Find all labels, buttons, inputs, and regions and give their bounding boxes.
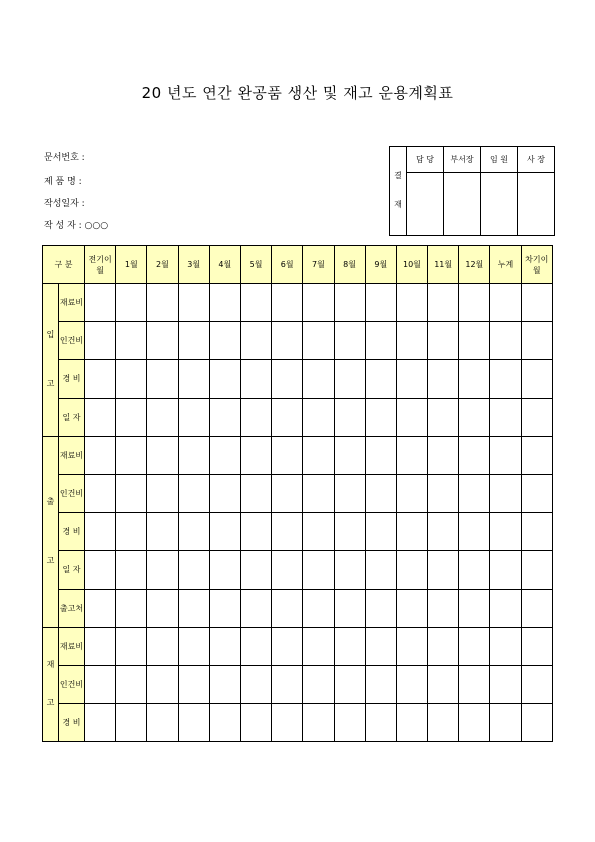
- data-cell[interactable]: [490, 474, 521, 512]
- row-label: 출고처: [59, 589, 85, 627]
- data-cell[interactable]: [209, 436, 240, 474]
- product-name-label: 제 품 명 :: [44, 177, 82, 187]
- data-cell[interactable]: [85, 589, 116, 627]
- row-label: 인건비: [59, 665, 85, 703]
- header-category: 구 분: [43, 246, 85, 284]
- data-cell[interactable]: [240, 627, 271, 665]
- data-cell[interactable]: [116, 398, 147, 436]
- data-cell[interactable]: [147, 665, 178, 703]
- data-cell[interactable]: [334, 627, 365, 665]
- data-cell[interactable]: [178, 322, 209, 360]
- data-cell[interactable]: [209, 360, 240, 398]
- approval-role: 부서장: [444, 147, 481, 173]
- data-cell[interactable]: [303, 589, 334, 627]
- data-cell[interactable]: [85, 704, 116, 742]
- data-cell[interactable]: [147, 627, 178, 665]
- approval-side-bottom: 재: [394, 200, 402, 209]
- data-cell[interactable]: [147, 284, 178, 322]
- data-cell[interactable]: [334, 284, 365, 322]
- data-cell[interactable]: [116, 551, 147, 589]
- table-row: [43, 284, 553, 322]
- data-cell[interactable]: [490, 398, 521, 436]
- data-cell[interactable]: [178, 398, 209, 436]
- header-cell: 3월: [178, 246, 209, 284]
- table-row: [43, 704, 553, 742]
- data-cell[interactable]: [209, 627, 240, 665]
- data-cell[interactable]: [365, 665, 396, 703]
- data-cell[interactable]: [272, 436, 303, 474]
- data-cell[interactable]: [365, 704, 396, 742]
- group-label: [43, 627, 59, 742]
- data-cell[interactable]: [365, 627, 396, 665]
- data-cell[interactable]: [85, 513, 116, 551]
- table-row: [43, 398, 553, 436]
- group-label: [43, 284, 59, 437]
- row-label: 경 비: [59, 704, 85, 742]
- data-cell[interactable]: [365, 284, 396, 322]
- data-cell[interactable]: [209, 704, 240, 742]
- data-cell[interactable]: [240, 589, 271, 627]
- table-row: [43, 436, 553, 474]
- header-cell: 7월: [303, 246, 334, 284]
- data-cell[interactable]: [85, 436, 116, 474]
- data-cell[interactable]: [459, 284, 490, 322]
- data-cell[interactable]: [428, 665, 459, 703]
- data-cell[interactable]: [272, 589, 303, 627]
- data-cell[interactable]: [490, 589, 521, 627]
- data-cell[interactable]: [209, 322, 240, 360]
- data-cell[interactable]: [334, 551, 365, 589]
- data-cell[interactable]: [272, 665, 303, 703]
- data-cell[interactable]: [490, 284, 521, 322]
- data-cell[interactable]: [147, 551, 178, 589]
- data-cell[interactable]: [178, 513, 209, 551]
- header-row: [43, 246, 553, 284]
- table-row: [43, 665, 553, 703]
- data-cell[interactable]: [490, 322, 521, 360]
- data-cell[interactable]: [428, 474, 459, 512]
- approval-side-top: 결: [394, 171, 402, 181]
- data-cell[interactable]: [459, 627, 490, 665]
- data-cell[interactable]: [272, 284, 303, 322]
- data-cell[interactable]: [147, 322, 178, 360]
- data-cell[interactable]: [147, 360, 178, 398]
- data-cell[interactable]: [240, 436, 271, 474]
- data-cell[interactable]: [396, 474, 427, 512]
- data-cell[interactable]: [490, 513, 521, 551]
- data-cell[interactable]: [116, 627, 147, 665]
- table-row: [43, 322, 553, 360]
- header-cell: 4월: [209, 246, 240, 284]
- header-cell: 누계: [490, 246, 521, 284]
- data-cell[interactable]: [459, 589, 490, 627]
- header-cell: 6월: [272, 246, 303, 284]
- data-cell[interactable]: [147, 398, 178, 436]
- data-cell[interactable]: [459, 551, 490, 589]
- table-row: [43, 589, 553, 627]
- data-cell[interactable]: [178, 551, 209, 589]
- data-cell[interactable]: [209, 665, 240, 703]
- group-label-top: 출: [46, 496, 55, 506]
- group-label-top: 입: [46, 330, 55, 340]
- data-cell[interactable]: [521, 474, 552, 512]
- data-cell[interactable]: [459, 436, 490, 474]
- data-cell[interactable]: [365, 551, 396, 589]
- data-cell[interactable]: [521, 513, 552, 551]
- header-cell: 1월: [116, 246, 147, 284]
- data-cell[interactable]: [334, 436, 365, 474]
- data-cell[interactable]: [303, 474, 334, 512]
- data-cell[interactable]: [396, 513, 427, 551]
- data-cell[interactable]: [459, 322, 490, 360]
- data-cell[interactable]: [365, 513, 396, 551]
- row-label: 경 비: [59, 513, 85, 551]
- data-cell[interactable]: [116, 360, 147, 398]
- data-cell[interactable]: [334, 360, 365, 398]
- approval-box: [389, 146, 555, 236]
- data-cell[interactable]: [428, 551, 459, 589]
- data-cell[interactable]: [178, 360, 209, 398]
- data-cell[interactable]: [521, 284, 552, 322]
- data-cell[interactable]: [521, 589, 552, 627]
- data-cell[interactable]: [428, 284, 459, 322]
- data-cell[interactable]: [147, 513, 178, 551]
- data-cell[interactable]: [396, 360, 427, 398]
- data-cell[interactable]: [521, 398, 552, 436]
- data-cell[interactable]: [116, 284, 147, 322]
- doc-number-label: 문서번호 :: [44, 153, 85, 163]
- page-title: 20 년도 연간 완공품 생산 및 재고 운용계획표: [141, 84, 454, 102]
- data-cell[interactable]: [459, 398, 490, 436]
- row-label: 재료비: [59, 627, 85, 665]
- data-cell[interactable]: [147, 436, 178, 474]
- group-label: [43, 436, 59, 627]
- header-cell: 8월: [334, 246, 365, 284]
- data-cell[interactable]: [396, 704, 427, 742]
- approval-sign-cell[interactable]: [444, 173, 481, 236]
- header-cell: 12월: [459, 246, 490, 284]
- data-cell[interactable]: [490, 436, 521, 474]
- data-cell[interactable]: [240, 513, 271, 551]
- data-cell[interactable]: [365, 474, 396, 512]
- data-cell[interactable]: [147, 474, 178, 512]
- data-cell[interactable]: [459, 704, 490, 742]
- data-cell[interactable]: [396, 284, 427, 322]
- data-cell[interactable]: [85, 360, 116, 398]
- author-label: 작 성 자 : ○○○: [44, 221, 109, 231]
- group-label-bottom: 고: [46, 555, 55, 565]
- data-cell[interactable]: [521, 704, 552, 742]
- written-date-label: 작성일자 :: [44, 199, 85, 209]
- data-cell[interactable]: [365, 398, 396, 436]
- approval-side-label: [390, 147, 407, 236]
- data-cell[interactable]: [490, 665, 521, 703]
- data-cell[interactable]: [396, 398, 427, 436]
- data-cell[interactable]: [334, 665, 365, 703]
- data-cell[interactable]: [303, 436, 334, 474]
- data-cell[interactable]: [272, 360, 303, 398]
- data-cell[interactable]: [272, 398, 303, 436]
- data-cell[interactable]: [521, 322, 552, 360]
- approval-role: 담 당: [407, 147, 444, 173]
- data-cell[interactable]: [240, 704, 271, 742]
- header-cell: 9월: [365, 246, 396, 284]
- data-cell[interactable]: [303, 551, 334, 589]
- data-cell[interactable]: [178, 627, 209, 665]
- header-cell: 11월: [428, 246, 459, 284]
- data-cell[interactable]: [334, 589, 365, 627]
- data-cell[interactable]: [365, 436, 396, 474]
- data-cell[interactable]: [303, 284, 334, 322]
- data-cell[interactable]: [459, 360, 490, 398]
- approval-role: 임 원: [481, 147, 518, 173]
- data-cell[interactable]: [85, 284, 116, 322]
- data-cell[interactable]: [240, 284, 271, 322]
- data-cell[interactable]: [178, 436, 209, 474]
- data-cell[interactable]: [178, 474, 209, 512]
- data-cell[interactable]: [365, 360, 396, 398]
- approval-sign-cell[interactable]: [518, 173, 555, 236]
- data-cell[interactable]: [365, 322, 396, 360]
- group-label-bottom: 고: [46, 698, 55, 708]
- data-cell[interactable]: [334, 322, 365, 360]
- data-cell[interactable]: [178, 284, 209, 322]
- data-cell[interactable]: [521, 627, 552, 665]
- table-row: [43, 551, 553, 589]
- data-cell[interactable]: [303, 513, 334, 551]
- row-label: 재료비: [59, 284, 85, 322]
- data-cell[interactable]: [303, 398, 334, 436]
- data-cell[interactable]: [396, 589, 427, 627]
- data-cell[interactable]: [85, 322, 116, 360]
- data-cell[interactable]: [209, 474, 240, 512]
- row-label: 인건비: [59, 474, 85, 512]
- data-cell[interactable]: [209, 551, 240, 589]
- data-cell[interactable]: [490, 551, 521, 589]
- data-cell[interactable]: [303, 665, 334, 703]
- data-cell[interactable]: [396, 322, 427, 360]
- data-cell[interactable]: [178, 665, 209, 703]
- data-cell[interactable]: [116, 665, 147, 703]
- data-cell[interactable]: [334, 513, 365, 551]
- data-cell[interactable]: [303, 322, 334, 360]
- data-cell[interactable]: [365, 589, 396, 627]
- data-cell[interactable]: [490, 627, 521, 665]
- data-cell[interactable]: [147, 589, 178, 627]
- data-cell[interactable]: [85, 665, 116, 703]
- plan-table: [42, 245, 553, 742]
- approval-sign-cell[interactable]: [481, 173, 518, 236]
- data-cell[interactable]: [209, 513, 240, 551]
- data-cell[interactable]: [116, 704, 147, 742]
- table-row: [43, 360, 553, 398]
- data-cell[interactable]: [240, 551, 271, 589]
- header-cell: 2월: [147, 246, 178, 284]
- data-cell[interactable]: [85, 551, 116, 589]
- table-row: [43, 474, 553, 512]
- data-cell[interactable]: [116, 322, 147, 360]
- data-cell[interactable]: [209, 284, 240, 322]
- data-cell[interactable]: [272, 704, 303, 742]
- data-cell[interactable]: [303, 360, 334, 398]
- approval-role: 사 장: [518, 147, 555, 173]
- data-cell[interactable]: [272, 627, 303, 665]
- group-label-top: 재: [46, 659, 55, 669]
- group-label-bottom: 고: [46, 378, 55, 388]
- data-cell[interactable]: [396, 665, 427, 703]
- data-cell[interactable]: [303, 627, 334, 665]
- row-label: 일 자: [59, 398, 85, 436]
- data-cell[interactable]: [178, 704, 209, 742]
- row-label: 경 비: [59, 360, 85, 398]
- data-cell[interactable]: [116, 474, 147, 512]
- data-cell[interactable]: [178, 589, 209, 627]
- approval-sign-cell[interactable]: [407, 173, 444, 236]
- data-cell[interactable]: [428, 360, 459, 398]
- data-cell[interactable]: [272, 551, 303, 589]
- row-label: 재료비: [59, 436, 85, 474]
- data-cell[interactable]: [334, 398, 365, 436]
- data-cell[interactable]: [303, 704, 334, 742]
- data-cell[interactable]: [240, 665, 271, 703]
- data-cell[interactable]: [240, 398, 271, 436]
- data-cell[interactable]: [334, 474, 365, 512]
- data-cell[interactable]: [240, 322, 271, 360]
- data-cell[interactable]: [85, 398, 116, 436]
- data-cell[interactable]: [240, 474, 271, 512]
- data-cell[interactable]: [85, 627, 116, 665]
- data-cell[interactable]: [428, 398, 459, 436]
- data-cell[interactable]: [272, 322, 303, 360]
- header-cell: 차기이월: [521, 246, 552, 284]
- header-cell: 전기이월: [85, 246, 116, 284]
- data-cell[interactable]: [396, 627, 427, 665]
- row-label: 일 자: [59, 551, 85, 589]
- data-cell[interactable]: [116, 513, 147, 551]
- data-cell[interactable]: [116, 589, 147, 627]
- data-cell[interactable]: [147, 704, 178, 742]
- data-cell[interactable]: [490, 360, 521, 398]
- data-cell[interactable]: [428, 589, 459, 627]
- data-cell[interactable]: [85, 474, 116, 512]
- data-cell[interactable]: [272, 513, 303, 551]
- table-row: [43, 627, 553, 665]
- data-cell[interactable]: [521, 551, 552, 589]
- data-cell[interactable]: [428, 513, 459, 551]
- data-cell[interactable]: [209, 398, 240, 436]
- data-cell[interactable]: [490, 704, 521, 742]
- data-cell[interactable]: [428, 627, 459, 665]
- data-cell[interactable]: [428, 436, 459, 474]
- data-cell[interactable]: [459, 474, 490, 512]
- data-cell[interactable]: [521, 665, 552, 703]
- data-cell[interactable]: [521, 436, 552, 474]
- header-cell: 10월: [396, 246, 427, 284]
- data-cell[interactable]: [396, 551, 427, 589]
- data-cell[interactable]: [116, 436, 147, 474]
- data-cell[interactable]: [396, 436, 427, 474]
- row-label: 인건비: [59, 322, 85, 360]
- data-cell[interactable]: [334, 704, 365, 742]
- data-cell[interactable]: [459, 665, 490, 703]
- data-cell[interactable]: [521, 360, 552, 398]
- data-cell[interactable]: [209, 589, 240, 627]
- data-cell[interactable]: [428, 704, 459, 742]
- data-cell[interactable]: [428, 322, 459, 360]
- data-cell[interactable]: [272, 474, 303, 512]
- data-cell[interactable]: [459, 513, 490, 551]
- table-row: [43, 513, 553, 551]
- header-cell: 5월: [240, 246, 271, 284]
- data-cell[interactable]: [240, 360, 271, 398]
